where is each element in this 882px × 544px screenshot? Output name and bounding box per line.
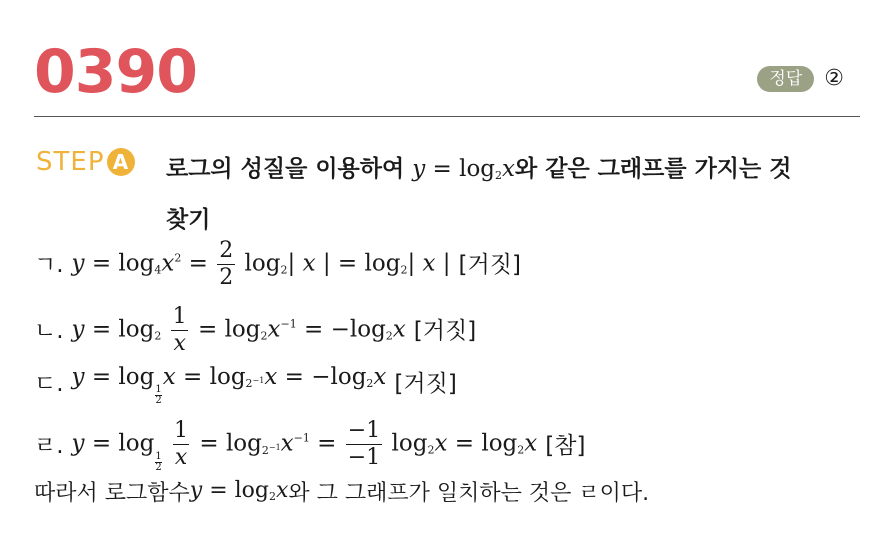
item-2-verdict: [거짓] (413, 317, 477, 344)
fraction: $\frac{-1}{-1}$ (347, 418, 381, 470)
item-1 (34, 240, 521, 289)
item-3-label: ㄷ. (34, 371, 64, 397)
fraction: $\frac{1}{x}$ (174, 418, 189, 470)
item-1-label: ㄱ. (34, 251, 64, 278)
step-title-pre: 로그의 성질을 이용하여 (166, 156, 413, 182)
step-title-formula: $y = \log_2x$ (412, 156, 516, 182)
item-1-formula: $y = \log_4x^2$ = $\frac{2}{2}$ $\log_2|$ x | = $\log_2|$ x | (71, 238, 451, 290)
item-4-verdict: [참] (545, 433, 586, 460)
conclusion-post: 와 그 그래프가 일치하는 것은 ㄹ이다. (288, 481, 650, 506)
step-title-post: 와 같은 그래프를 가지는 것 (515, 156, 792, 182)
answer-badge: 정답 (757, 66, 814, 92)
answer-value: ② (824, 66, 844, 91)
step-text: STEP (36, 147, 105, 177)
step-badge: A (107, 148, 135, 176)
step-label (36, 145, 135, 179)
item-4 (34, 420, 585, 473)
item-2-label: ㄴ. (34, 317, 64, 344)
item-3-verdict: [거짓] (394, 371, 457, 397)
base-fraction: $\frac{1}{2}$ (155, 450, 162, 473)
item-4-formula: y = log $\frac{1}{2}$ $\frac{1}{x}$ = $\log_{2^{-1}}x^{-1}$ = $\frac{-1}{-1}$ $\log_2x = \log_2x$ (71, 418, 538, 473)
divider (34, 116, 860, 117)
fraction: $\frac{1}{x}$ (172, 304, 187, 356)
problem-number: 0390 (34, 37, 197, 107)
conclusion (34, 476, 649, 512)
item-3-formula: y = log $\frac{1}{2}$ $x = \log_{2^{-1}}x = -\log_2x$ (71, 364, 387, 406)
item-3 (34, 362, 457, 406)
item-2 (34, 306, 476, 355)
step-title-line2: 찾기 (166, 207, 211, 233)
conclusion-pre: 따라서 로그함수 (34, 481, 190, 506)
conclusion-formula: $y = \log_2x$ (189, 478, 289, 503)
step-title (166, 147, 846, 242)
item-4-label: ㄹ. (34, 433, 64, 460)
answer-area (757, 66, 844, 92)
fraction: $\frac{2}{2}$ (219, 238, 234, 290)
item-1-verdict: [거짓] (458, 251, 521, 278)
item-2-formula: $y = \log_2$ $\frac{1}{x}$ = $\log_2x^{-1} = -\log_2x$ (71, 304, 406, 356)
base-fraction: $\frac{1}{2}$ (155, 384, 162, 406)
